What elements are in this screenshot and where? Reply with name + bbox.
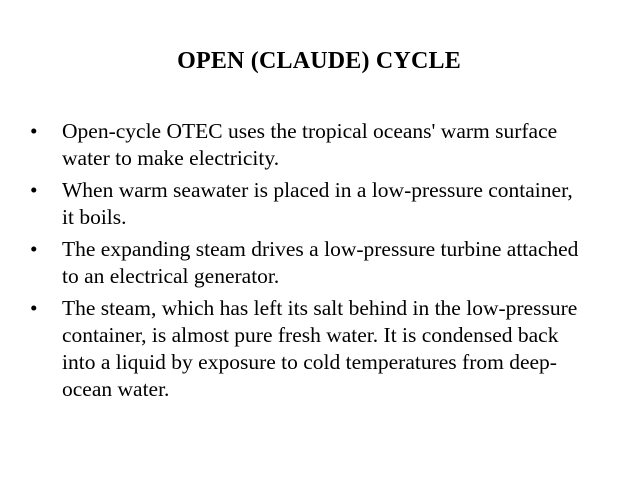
bullet-list [30, 118, 590, 408]
bullet-text: The expanding steam drives a low-pressure turbine attached to an electrical generator. [62, 237, 579, 288]
bullet-icon: • [30, 237, 38, 261]
bullet-item [30, 118, 590, 172]
bullet-item [30, 236, 590, 290]
bullet-text: Open-cycle OTEC uses the tropical oceans' warm surface water to make electricity. [62, 119, 558, 170]
bullet-icon: • [30, 296, 38, 320]
bullet-item [30, 177, 590, 231]
bullet-icon: • [30, 178, 38, 202]
slide-title: OPEN (CLAUDE) CYCLE [177, 48, 461, 74]
bullet-text: When warm seawater is placed in a low-pressure container, it boils. [62, 178, 573, 229]
bullet-item [30, 295, 590, 403]
bullet-icon: • [30, 119, 38, 143]
bullet-text: The steam, which has left its salt behind in the low-pressure container, is almost pure fresh water. It is condensed back into a liquid by exposure to cold temperatures from deep-ocean water. [62, 296, 578, 401]
